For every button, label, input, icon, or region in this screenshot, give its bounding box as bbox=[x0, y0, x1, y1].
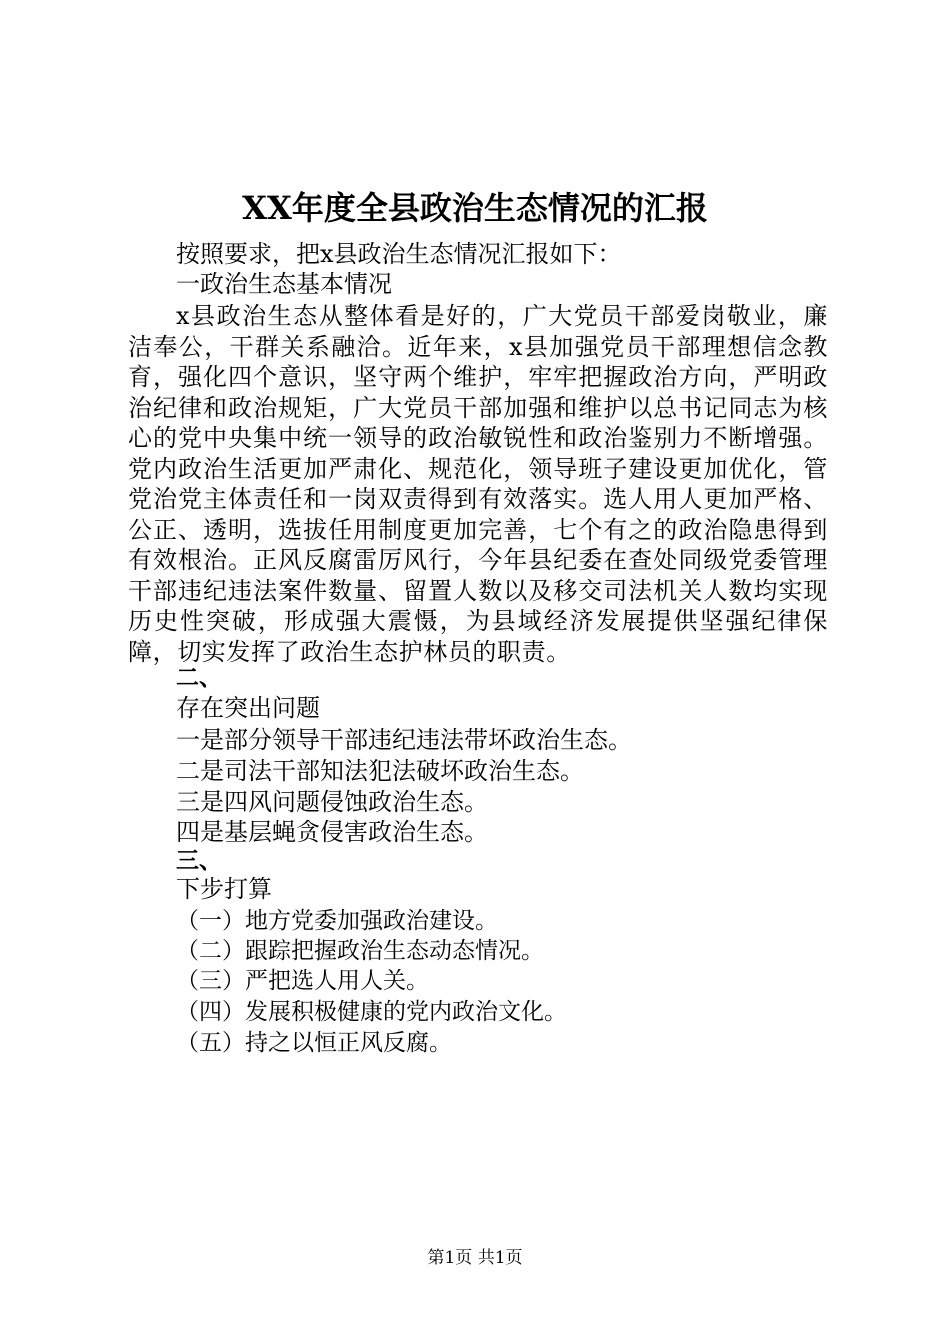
intro-text: 按照要求，把x县政治生态情况汇报如下： bbox=[176, 240, 622, 268]
document-title: XX年度全县政治生态情况的汇报 bbox=[242, 189, 708, 227]
plan-item: （四）发展积极健康的党内政治文化。 bbox=[176, 999, 567, 1025]
problem-item: 二是司法干部知法犯法破坏政治生态。 bbox=[176, 757, 584, 785]
section3-heading: 下步打算 bbox=[176, 875, 272, 903]
page-footer: 第1页 共1页 bbox=[427, 1248, 523, 1268]
problem-item: 四是基层蝇贪侵害政治生态。 bbox=[176, 818, 488, 846]
section3-number: 三、 bbox=[176, 848, 222, 874]
problem-item: 一是部分领导干部违纪违法带坏政治生态。 bbox=[176, 726, 632, 754]
plan-item: （五）持之以恒正风反腐。 bbox=[176, 1030, 452, 1056]
section2-number: 二、 bbox=[176, 665, 222, 691]
section2-heading: 存在突出问题 bbox=[176, 694, 320, 722]
section1-heading: 一政治生态基本情况 bbox=[176, 270, 392, 298]
problem-item: 三是四风问题侵蚀政治生态。 bbox=[176, 788, 488, 816]
plan-item: （二）跟踪把握政治生态动态情况。 bbox=[176, 938, 544, 964]
section1-body: x县政治生态从整体看是好的，广大党员干部爱岗敬业，廉洁奉公，干群关系融洽。近年来，x县加强党员干部理想信念教育，强化四个意识，坚守两个维护，牢牢把握政治方向，严明政治纪律和政治规矩，广大党员干部加强和维护以总书记同志为核心的党中央集中统一领导的政治敏锐性和政治鉴别力不断增强。党内政治生活更加严肃化、规范化，领导班子建设更加优化，管党治党主体责任和一岗双责得到有效落实。选人用人更加严格、公正、透明，选拔任用制度更加完善，七个有之的政治隐患得到有效根治。正风反腐雷厉风行，今年县纪委在查处同级党委管理干部违纪违法案件数量、留置人数以及移交司法机关人数均实现历史性突破，形成强大震慑，为县域经济发展提供坚强纪律保障，切实发挥了政治生态护林员的职责。 bbox=[128, 302, 828, 666]
plan-item: （一）地方党委加强政治建设。 bbox=[176, 908, 498, 934]
plan-item: （三）严把选人用人关。 bbox=[176, 968, 429, 994]
